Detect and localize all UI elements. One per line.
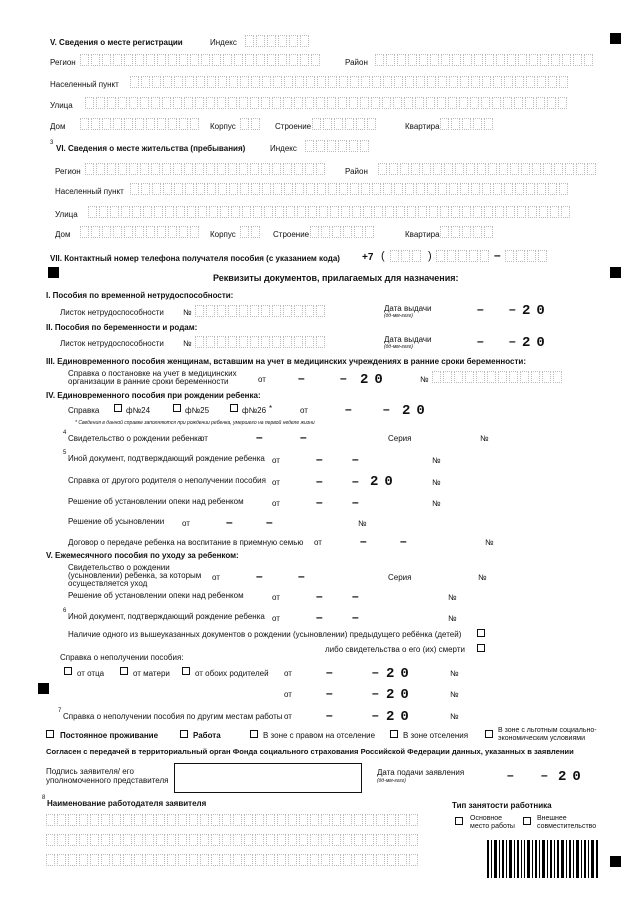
stroenie-label: Строение [275,122,312,131]
s5-other-places-sup: 7 [58,708,62,714]
s1-date-label: Дата выдачи [384,304,432,313]
signature-label-line2: уполномоченного представителя [46,776,169,785]
s4-guard-dash-2: – [352,495,359,509]
s4-guard-label: Решение об установлении опеки над ребенком [68,497,244,506]
s5-birth-from: от [212,573,220,582]
s5-nonrecv-dash-2: – [372,665,379,679]
s5-birth-dash-2: – [298,569,305,583]
s2-date-format: (дд-мм-гггг) [384,344,413,350]
s4-spravka-label: Справка [68,406,100,415]
s5-nonrecv-from: от [284,669,292,678]
signature-label-line1: Подпись заявителя/ его [46,767,134,776]
prev-docs-checkbox[interactable] [477,629,485,637]
both-parents-label: от обоих родителей [195,669,269,678]
korpus-label-2: Корпус [210,230,236,239]
f24-label: ф№24 [126,406,151,415]
s5-death-label: либо свидетельства о его (их) смерти [325,645,465,654]
s5-other-places-label: Справка о неполучении пособия по другим местам работы [63,712,283,721]
s4-parent-num: № [432,478,441,487]
street-label: Улица [50,101,73,110]
external-job-checkbox[interactable] [523,817,531,825]
registration-marker-top-right [610,33,621,44]
locality-field[interactable] [130,76,570,89]
s5-title: V. Ежемесячного пособия по уходу за ребенком: [46,551,239,560]
s5-other-places-dash-2: – [372,708,379,722]
employment-type-label: Тип занятости работника [452,801,552,810]
stroenie-field-2[interactable] [310,226,376,239]
house-field-2[interactable] [80,226,201,239]
s4-foster-num: № [485,538,494,547]
s5-other-places-num: № [450,712,459,721]
section-5-title: V. Сведения о месте регистрации [50,38,183,47]
s4-title: IV. Единовременного пособия при рождении ребенка: [46,391,261,400]
phone-open-paren: ( [381,250,385,262]
s4-date-dash-1: – [345,402,352,416]
s5-nonrecv-num: № [450,669,459,678]
external-job-label-1: Внешнее [537,815,567,822]
father-label: от отца [77,669,105,678]
s5-prev-docs-label: Наличие одного из вышеуказанных документов о рождении (усыновлении) предыдущего ребёнка (детей) [68,630,462,639]
locality-label-2: Населенный пункт [55,187,124,196]
external-job-label-2: совместительство [537,823,597,830]
f25-label: ф№25 [185,406,210,415]
work-label: Работа [193,731,221,740]
resettle-zone-label: В зоне с правом на отселение [263,731,376,740]
region-label: Регион [50,58,76,67]
evac-zone-label: В зоне отселения [403,731,469,740]
s4-adopt-from: от [182,519,190,528]
s4-guard-dash-1: – [316,495,323,509]
work-checkbox[interactable] [180,730,188,738]
s1-num-label: № [183,308,192,317]
s4-parent-from: от [272,478,280,487]
s4-from-label: от [300,406,308,415]
s5-other-num: № [448,614,457,623]
s5-guard-label: Решение об установлении опеки над ребенком [68,591,244,600]
stroenie-field[interactable] [312,118,378,131]
street-field[interactable] [85,97,569,110]
s4-birth-sup: 4 [63,430,67,436]
section-6-footnote-marker: 3 [50,140,54,146]
s5-other-places-from: от [284,712,292,721]
application-date-dash-2: – [541,768,548,782]
s5-guard-from: от [272,593,280,602]
s4-foster-from: от [314,538,322,547]
s4-birth-from: от [200,434,208,443]
s4-footnote: * Сведения в данной справке заполняются при рождении ребенка, умершего на первой неделе жизни [75,420,315,426]
s3-from-label: от [258,375,266,384]
locality-label: Населенный пункт [50,80,119,89]
s1-date-year-prefix: 20 [522,303,551,319]
father-checkbox[interactable] [64,667,72,675]
house-label-2: Дом [55,230,71,239]
f24-checkbox[interactable] [114,404,122,412]
s4-parent-label: Справка от другого родителя о неполучении пособия [68,476,266,485]
index-field[interactable] [245,35,311,48]
s1-sheet-number-field[interactable] [195,305,327,318]
s4-foster-label: Договор о передаче ребенка на воспитание в приемную семью [68,538,304,547]
s3-date-dash-2: – [340,371,347,385]
application-date-dash-1: – [507,768,514,782]
both-parents-checkbox[interactable] [182,667,190,675]
s4-birth-dash-1: – [256,430,263,444]
mother-label: от матери [133,669,170,678]
employer-name-field-3[interactable] [46,854,420,867]
s5-guard-num: № [448,593,457,602]
s2-num-label: № [183,339,192,348]
s5-birth-line3: осуществляется уход [68,579,148,588]
s4-parent-dash-1: – [316,474,323,488]
permanent-residence-label: Постоянное проживание [60,731,159,740]
s2-date-dash-1: – [477,334,484,348]
s5-row2-num: № [450,690,459,699]
s5-row2-from: от [284,690,292,699]
district-label-2: Район [345,167,368,176]
lgot-zone-checkbox[interactable] [485,730,493,738]
s3-number-field[interactable] [432,371,564,384]
s4-parent-year-prefix: 20 [370,474,399,490]
s5-other-places-dash-1: – [326,708,333,722]
registration-marker-mid-left [48,267,59,278]
s4-other-from: от [272,456,280,465]
s5-nonrecv-year-prefix: 20 [386,666,415,682]
s5-birth-dash-1: – [256,569,263,583]
s4-birth-series: Серия [388,434,412,443]
s3-date-dash-1: – [298,371,305,385]
main-job-label-1: Основное [470,815,503,822]
s5-birth-num: № [478,573,487,582]
street-label-2: Улица [55,210,78,219]
s3-line1: Справка о постановке на учет в медицинских [68,369,237,378]
s5-other-label: Иной документ, подтверждающий рождение ребенка [68,612,265,621]
s1-date-dash-1: – [477,302,484,316]
korpus-field-2[interactable] [240,226,262,239]
kvartira-label-2: Квартира [405,230,440,239]
s2-date-year-prefix: 20 [522,335,551,351]
f26-checkbox[interactable] [230,404,238,412]
s4-parent-dash-2: – [352,474,359,488]
phone-country-code: +7 [362,252,374,263]
s4-other-num: № [432,456,441,465]
s2-date-dash-2: – [509,334,516,348]
s5-birth-line2: (усыновлении) ребенка, за которым [68,571,202,580]
s5-other-sup: 6 [63,608,67,614]
s4-birth-num: № [480,434,489,443]
s4-guard-num: № [432,499,441,508]
application-date-label: Дата подачи заявления [377,768,465,777]
registration-marker-bottom-right [610,856,621,867]
stroenie-label-2: Строение [273,230,310,239]
s1-date-format: (дд-мм-гггг) [384,313,413,319]
employer-sup: 8 [42,795,46,801]
index-label-2: Индекс [270,144,297,153]
s2-date-label: Дата выдачи [384,335,432,344]
phone-dash: – [494,248,501,262]
s4-other-label: Иной документ, подтверждающий рождение ребенка [68,454,265,463]
s4-adopt-label: Решение об усыновлении [68,517,165,526]
employer-name-field-1[interactable] [46,814,420,827]
locality-field-2[interactable] [130,183,570,196]
section-7-title: VII. Контактный номер телефона получателя пособия (с указанием кода) [50,254,340,263]
registration-marker-mid-right [610,267,621,278]
evac-zone-checkbox[interactable] [390,730,398,738]
mother-checkbox[interactable] [120,667,128,675]
s4-date-dash-2: – [383,402,390,416]
application-date-year-prefix: 20 [558,769,587,785]
f25-checkbox[interactable] [173,404,181,412]
kvartira-field[interactable] [440,118,495,131]
barcode [487,840,599,878]
s4-foster-dash-1: – [360,534,367,548]
employer-name-field-2[interactable] [46,834,420,847]
s5-other-dash-1: – [316,610,323,624]
s4-adopt-dash-2: – [266,515,273,529]
s5-row2-year-prefix: 20 [386,687,415,703]
s3-title: III. Единовременного пособия женщинам, вставшим на учет в медицинских учреждениях в ранние сроки беременности: [46,357,526,366]
s1-date-dash-2: – [509,302,516,316]
s2-sheet-label: Листок нетрудоспособности [60,339,164,348]
s4-adopt-dash-1: – [226,515,233,529]
region-field[interactable] [80,54,322,67]
s5-other-places-year-prefix: 20 [386,709,415,725]
s4-birth-label: Свидетельство о рождении ребенка [68,434,203,443]
house-field[interactable] [80,118,201,131]
s5-other-from: от [272,614,280,623]
district-label: Район [345,58,368,67]
phone-area-code-field[interactable] [390,250,423,263]
s4-adopt-num: № [358,519,367,528]
consent-text: Согласен с передачей в территориальный орган Фонда социального страхования Российской Федерации данных, указанных в заявлении [46,747,574,756]
phone-number-field-2[interactable] [505,250,549,263]
s2-sheet-number-field[interactable] [195,336,327,349]
documents-title: Реквизиты документов, прилагаемых для назначения: [213,273,459,283]
s4-birth-dash-2: – [300,430,307,444]
s5-birth-series: Серия [388,573,412,582]
house-label: Дом [50,122,66,131]
kvartira-field-2[interactable] [440,226,495,239]
street-field-2[interactable] [88,206,572,219]
s5-nonrecv-label: Справка о неполучении пособия: [60,653,184,662]
s3-date-year-prefix: 20 [360,372,389,388]
s4-date-year-prefix: 20 [402,403,431,419]
s5-row2-dash-2: – [372,686,379,700]
s5-row2-dash-1: – [326,686,333,700]
f26-label: ф№26 [242,406,267,415]
s4-other-dash-1: – [316,452,323,466]
main-job-label-2: место работы [470,823,515,830]
index-field-2[interactable] [305,140,371,153]
korpus-label: Корпус [210,122,236,131]
kvartira-label: Квартира [405,122,440,131]
s5-nonrecv-dash-1: – [326,665,333,679]
index-label: Индекс [210,38,237,47]
s2-title: II. Пособия по беременности и родам: [46,323,198,332]
region-field-2[interactable] [85,163,327,176]
employer-label: Наименование работодателя заявителя [47,799,207,808]
s5-guard-dash-1: – [316,589,323,603]
s5-guard-dash-2: – [352,589,359,603]
s5-other-dash-2: – [352,610,359,624]
phone-number-field[interactable] [436,250,491,263]
region-label-2: Регион [55,167,81,176]
s5-birth-line1: Свидетельство о рождении [68,563,170,572]
s4-guard-from: от [272,499,280,508]
district-field[interactable] [375,54,595,67]
registration-marker-lower-left [38,683,49,694]
s1-title: I. Пособия по временной нетрудоспособности: [46,291,234,300]
resettle-zone-checkbox[interactable] [250,730,258,738]
s4-other-dash-2: – [352,452,359,466]
permanent-residence-checkbox[interactable] [46,730,54,738]
main-job-checkbox[interactable] [455,817,463,825]
application-date-format: (дд-мм-гггг) [377,778,406,784]
phone-close-paren: ) [428,250,432,262]
s3-line2: организации в ранние сроки беременности [68,377,229,386]
s4-foster-dash-2: – [400,534,407,548]
section-6-title: VI. Сведения о месте жительства (пребывания) [56,144,246,153]
korpus-field[interactable] [240,118,262,131]
s1-sheet-label: Листок нетрудоспособности [60,308,164,317]
signature-box[interactable] [174,763,362,793]
lgot-zone-label: В зоне с льготным социально-экономическим условиями [498,727,597,742]
s3-num-label: № [420,375,429,384]
district-field-2[interactable] [378,163,598,176]
death-cert-checkbox[interactable] [477,644,485,652]
f26-asterisk: * [269,404,273,413]
s4-other-sup: 5 [63,450,67,456]
